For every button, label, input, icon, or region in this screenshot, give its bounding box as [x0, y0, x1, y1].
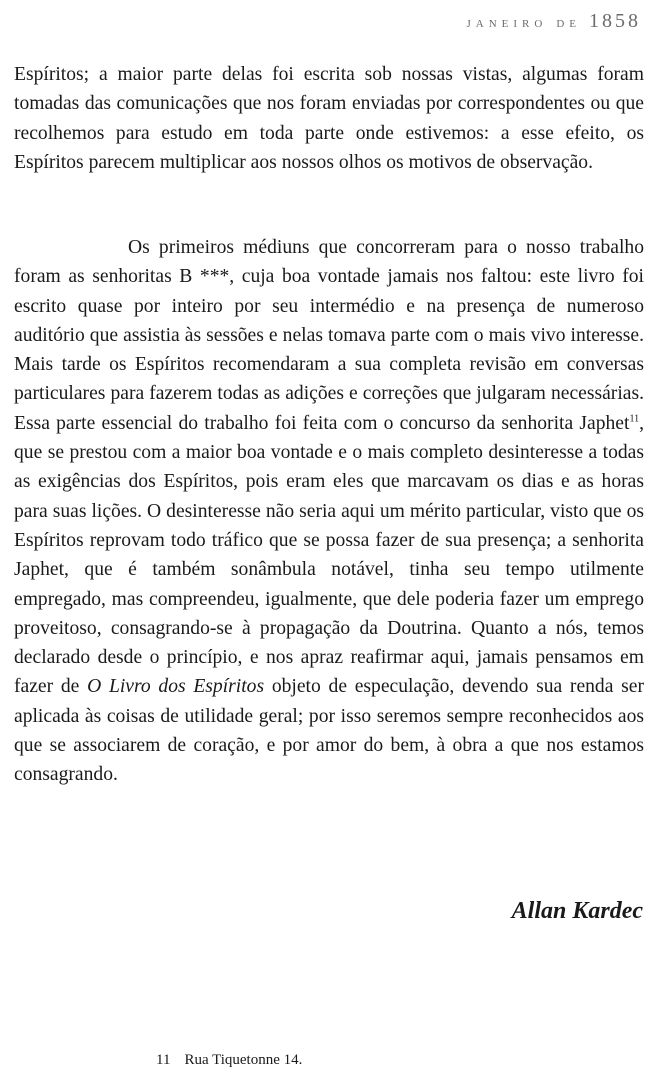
- header-month: janeiro de: [466, 14, 581, 31]
- running-header: [467, 10, 642, 33]
- paragraph-2-part-2: , que se prestou com a maior boa vontade e o mais completo desinteresse a todas as exigências dos Espíritos, pois eram eles que marcavam os dias e as horas para suas lições. O desinteresse não seria aqui um mérito particular, visto que os Espíritos reprovam todo tráfico que se possa fazer de sua presença; a senhorita Japhet, que é também sonâmbula notável, tinha seu tempo utilmente empregado, mas compreendeu, igualmente, que dele poderia fazer um emprego proveitoso, consagrando-se à propagação da Doutrina. Quanto a nós, temos declarado desde o princípio, e nos apraz reafirmar aqui, jamais pensamos em fazer de: [14, 412, 644, 698]
- footnote-number: 11: [156, 1052, 171, 1068]
- book-title: O Livro dos Espíritos: [87, 676, 265, 698]
- paragraph-2-part-1: Os primeiros médiuns que concorreram para o nosso trabalho foram as senhoritas B ***, cuja boa vontade jamais nos faltou: este livro foi escrito quase por inteiro por seu intermédio e na presença de numeroso auditório que assistia às sessões e nelas tomava parte com o mais vivo interesse. Mais tarde os Espíritos recomendaram a sua completa revisão em conversas particulares para fazerem todas as adições e correções que julgaram necessárias. Essa parte essencial do trabalho foi feita com o concurso da senhorita Japhet: [14, 237, 644, 434]
- footnote-text: Rua Tiquetonne 14.: [184, 1052, 303, 1068]
- author-signature: Allan Kardec: [511, 898, 643, 924]
- paragraph-2: [14, 233, 644, 790]
- footnote-reference: 11: [629, 413, 640, 425]
- paragraph-2-part-3: objeto de especulação, devendo sua renda ser aplicada às coisas de utilidade geral; por isso seremos sempre reconhecidos aos que se associarem de coração, e por amor do bem, à obra a que nos estamos consagrando.: [14, 676, 644, 786]
- footnote: [156, 1052, 302, 1069]
- paragraph-1: Espíritos; a maior parte delas foi escrita sob nossas vistas, algumas foram tomadas das comunicações que nos foram enviadas por correspondentes ou que recolhemos para estudo em toda parte onde estivemos: a esse efeito, os Espíritos parecem multiplicar aos nossos olhos os motivos de observação.: [14, 64, 644, 173]
- header-year: 1858: [589, 10, 641, 32]
